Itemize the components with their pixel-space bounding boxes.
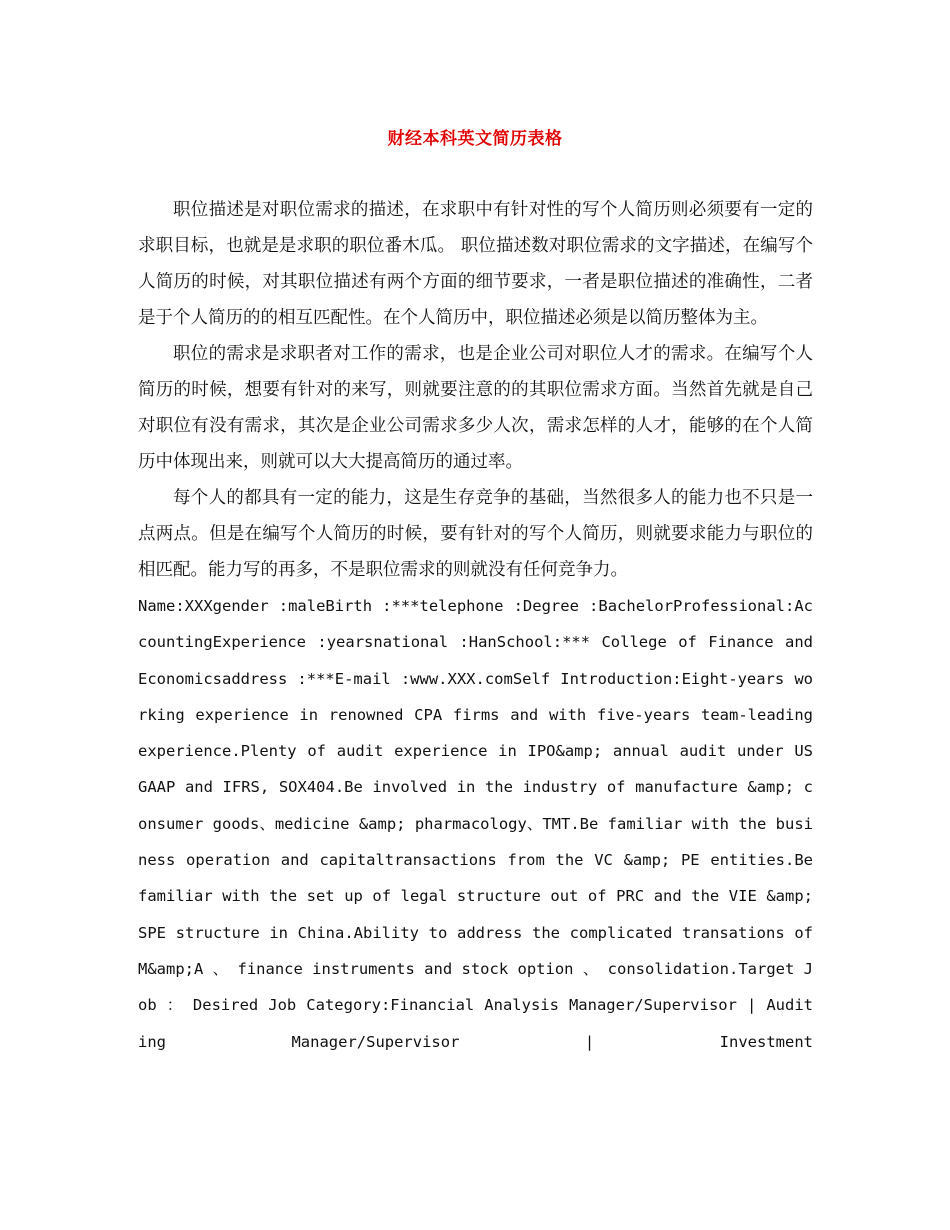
resume-english-text: Name:XXXgender :maleBirth :***telephone :Degree :BachelorProfessional:AccountingExperience :yearsnational :HanSchool:*** College of Finance and Economicsaddress :***E-mail :www.XXX.comSelf Introduction:Eight-years working experience in renowned CPA firms and with five-years team-leading experience.Plenty of audit experience in IPO&amp; annual audit under US GAAP and IFRS, SOX404.Be involved in the industry of manufacture &amp; consumer goods、medicine &amp; pharmacology、TMT.Be familiar with the business operation and capitaltransactions from the VC &amp; PE entities.Be familiar with the set up of legal structure out of PRC and the VIE &amp; SPE structure in China.Ability to address the complicated transations of M&amp;A 、 finance instruments and stock option 、 consolidation.Target Job ： Desired Job Category:Financial Analysis Manager/Supervisor | Auditing Manager/Supervisor | Investment [138, 597, 813, 1051]
document-title: 财经本科英文简历表格 [387, 129, 563, 149]
paragraph-job-description: 职位描述是对职位需求的描述，在求职中有针对性的写个人简历则必须要有一定的求职目标，也就是是求职的职位番木瓜。 职位描述数对职位需求的文字描述，在编写个人简历的时候，对其职位描述有两个方面的细节要求，一者是职位描述的准确性，二者是于个人简历的的相互匹配性。在个人简历中，职位描述必须是以简历整体为主。 [138, 200, 813, 328]
paragraph-job-requirements: 职位的需求是求职者对工作的需求，也是企业公司对职位人才的需求。在编写个人简历的时候，想要有针对的来写，则就要注意的的其职位需求方面。当然首先就是自己对职位有没有需求，其次是企业公司需求多少人次，需求怎样的人才，能够的在个人简历中体现出来，则就可以大大提高简历的通过率。 [138, 344, 813, 472]
paragraph-ability-match: 每个人的都具有一定的能力，这是生存竞争的基础，当然很多人的能力也不只是一点两点。但是在编写个人简历的时候，要有针对的写个人简历，则就要求能力与职位的相匹配。能力写的再多，不是职位需求的则就没有任何竞争力。 [138, 488, 813, 580]
document-body [138, 192, 813, 1058]
